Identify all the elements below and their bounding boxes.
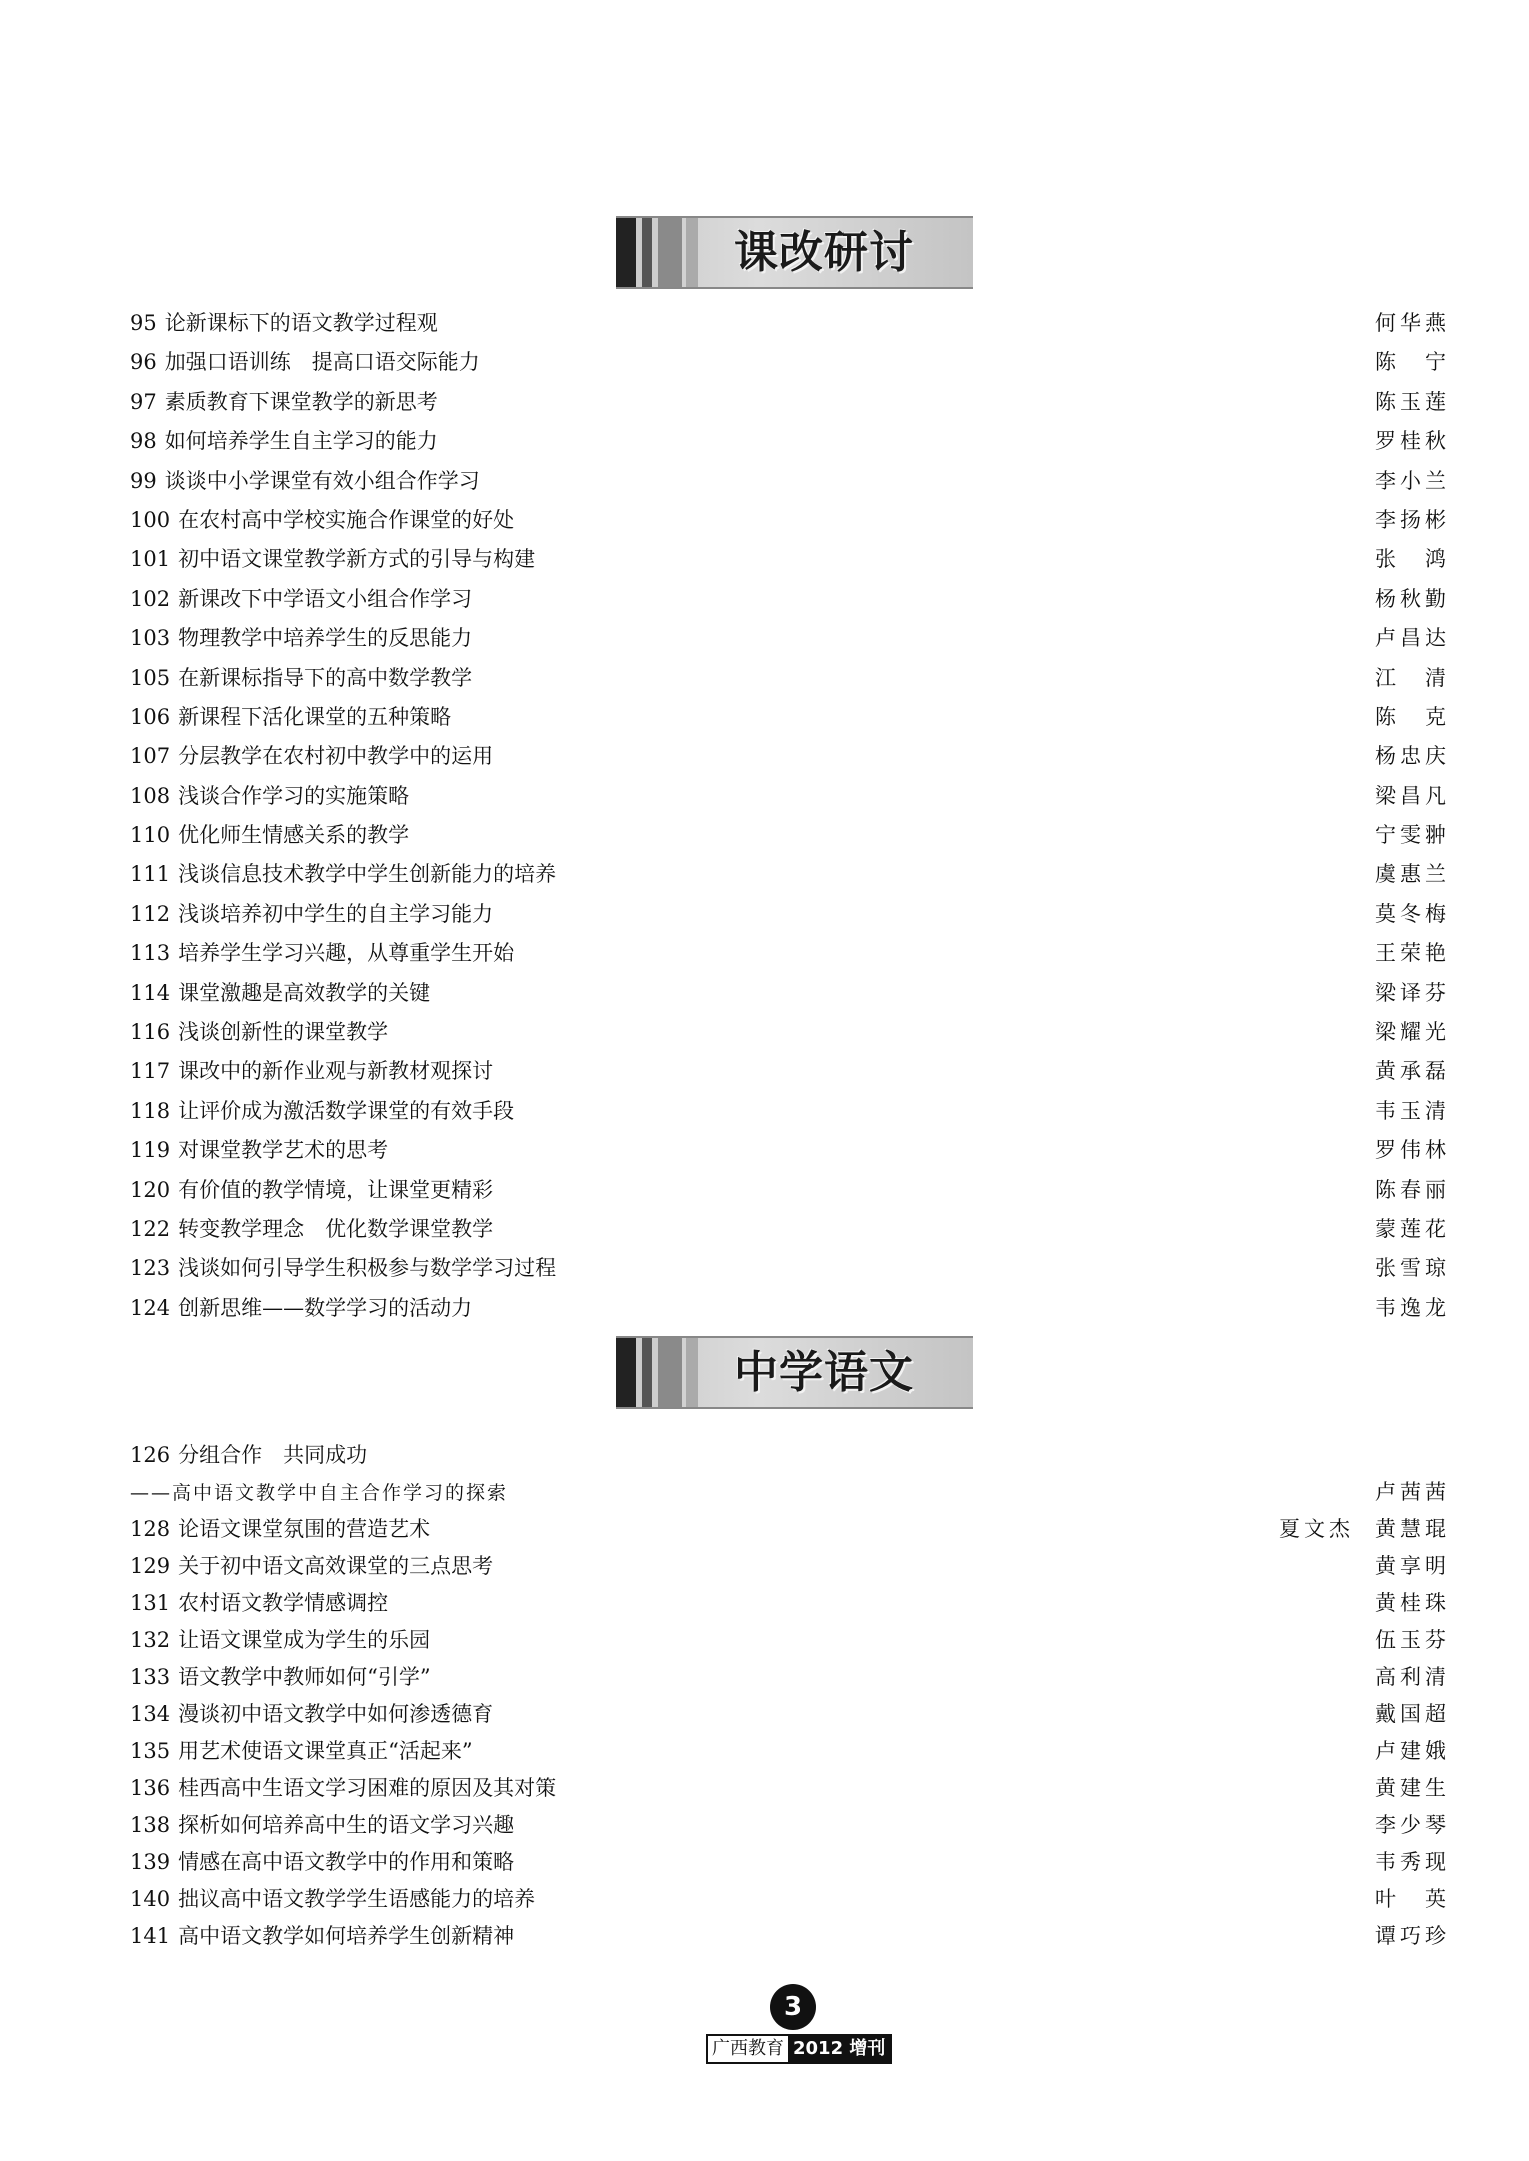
entry-page: 103	[130, 626, 171, 651]
entry-title: 关于初中语文高效课堂的三点思考	[178, 1554, 494, 1578]
entry-title: 对课堂教学艺术的思考	[178, 1138, 389, 1163]
entry-title: 在新课标指导下的高中数学教学	[178, 665, 473, 690]
entry-page: 100	[130, 507, 171, 532]
entry-title: 农村语文教学情感调控	[178, 1591, 389, 1615]
entry-page: 97	[130, 389, 157, 414]
entry-title: 浅谈信息技术教学中学生创新能力的培养	[178, 862, 557, 887]
toc-entry	[130, 1770, 1450, 1807]
entry-author: 高利清	[1375, 1665, 1450, 1689]
toc-entry	[130, 343, 1450, 382]
entry-title: 探析如何培养高中生的语文学习兴趣	[178, 1813, 515, 1837]
entry-title: 让语文课堂成为学生的乐园	[178, 1628, 431, 1652]
entry-author: 卢建娥	[1375, 1739, 1450, 1763]
entry-title: 在农村高中学校实施合作课堂的好处	[178, 507, 515, 532]
entry-page: 131	[130, 1591, 171, 1615]
entry-title: 语文教学中教师如何“引学”	[178, 1665, 431, 1689]
entry-page: 120	[130, 1177, 171, 1202]
toc-entry	[130, 1696, 1450, 1733]
toc-entry	[130, 1289, 1450, 1328]
entry-page: 108	[130, 783, 171, 808]
toc-entry	[130, 1585, 1450, 1622]
toc-entry	[130, 1474, 1450, 1511]
entry-author: 杨秋勤	[1375, 586, 1450, 611]
entry-title: 谈谈中小学课堂有效小组合作学习	[164, 468, 480, 493]
entry-title: 浅谈培养初中学生的自主学习能力	[178, 901, 494, 926]
entry-page: 99	[130, 468, 157, 493]
footer-masthead	[706, 2034, 892, 2064]
entry-author: 虞惠兰	[1375, 862, 1450, 887]
entry-title: 培养学生学习兴趣，从尊重学生开始	[178, 941, 515, 966]
entry-title: 高中语文教学如何培养学生创新精神	[178, 1924, 515, 1948]
entry-page: 141	[130, 1924, 171, 1948]
entry-title: 漫谈初中语文教学中如何渗透德育	[178, 1702, 494, 1726]
section-banner-yuwen	[616, 1336, 973, 1409]
entry-page: 102	[130, 586, 171, 611]
toc-entry	[130, 698, 1450, 737]
toc-list-yuwen	[130, 1437, 1450, 1955]
entry-title: 用艺术使语文课堂真正“活起来”	[178, 1739, 473, 1763]
toc-entry	[130, 1659, 1450, 1696]
toc-entry	[130, 895, 1450, 934]
entry-page: 119	[130, 1138, 171, 1163]
entry-author: 江 清	[1375, 665, 1450, 690]
entry-author: 谭巧珍	[1375, 1924, 1450, 1948]
toc-entry	[130, 383, 1450, 422]
entry-page: 107	[130, 744, 171, 769]
entry-author: 莫冬梅	[1375, 901, 1450, 926]
entry-title: 如何培养学生自主学习的能力	[164, 429, 438, 454]
entry-page: 129	[130, 1554, 171, 1578]
entry-title: 让评价成为激活数学课堂的有效手段	[178, 1098, 515, 1123]
toc-entry	[130, 1881, 1450, 1918]
entry-title: 论语文课堂氛围的营造艺术	[178, 1517, 431, 1541]
entry-title: 浅谈如何引导学生积极参与数学学习过程	[178, 1256, 557, 1281]
entry-author: 陈 宁	[1375, 350, 1450, 375]
entry-page: 95	[130, 311, 157, 335]
entry-title: 课改中的新作业观与新教材观探讨	[178, 1059, 494, 1084]
entry-page: 113	[130, 941, 171, 966]
entry-page: 128	[130, 1517, 171, 1541]
entry-coauthor: 夏文杰	[1279, 1517, 1354, 1541]
entry-author: 罗伟林	[1375, 1138, 1450, 1163]
entry-page: 111	[130, 862, 171, 887]
entry-title: 拙议高中语文教学学生语感能力的培养	[178, 1887, 536, 1911]
entry-title: 桂西高中生语文学习困难的原因及其对策	[178, 1776, 557, 1800]
entry-title: 新课改下中学语文小组合作学习	[178, 586, 473, 611]
toc-entry	[130, 1052, 1450, 1091]
toc-entry	[130, 974, 1450, 1013]
toc-entry	[130, 540, 1450, 579]
entry-author: 黄建生	[1375, 1776, 1450, 1800]
entry-author: 宁雯翀	[1375, 823, 1450, 848]
toc-entry	[130, 1918, 1450, 1955]
entry-page: 112	[130, 901, 171, 926]
entry-author: 陈 克	[1375, 704, 1450, 729]
entry-page: 98	[130, 429, 157, 454]
entry-page: 114	[130, 980, 171, 1005]
entry-author: 何华燕	[1375, 311, 1450, 335]
entry-author: 黄享明	[1375, 1554, 1450, 1578]
magazine-name: 广西教育	[708, 2036, 788, 2062]
entry-author: 李少琴	[1375, 1813, 1450, 1837]
entry-page: 101	[130, 547, 171, 572]
toc-entry	[130, 1092, 1450, 1131]
entry-title: 转变教学理念 优化数学课堂教学	[178, 1216, 494, 1241]
entry-author: 杨忠庆	[1375, 744, 1450, 769]
entry-page: 116	[130, 1020, 171, 1045]
toc-entry	[130, 1548, 1450, 1585]
entry-page: 135	[130, 1739, 171, 1763]
entry-title: 加强口语训练 提高口语交际能力	[164, 350, 480, 375]
entry-author: 韦逸龙	[1375, 1295, 1450, 1320]
entry-title: 创新思维——数学学习的活动力	[178, 1295, 473, 1320]
entry-title: 新课程下活化课堂的五种策略	[178, 704, 452, 729]
entry-title: 浅谈合作学习的实施策略	[178, 783, 410, 808]
toc-entry	[130, 619, 1450, 658]
entry-author: 梁昌凡	[1375, 783, 1450, 808]
page-number: 3	[770, 1984, 816, 2030]
entry-author: 张雪琼	[1375, 1256, 1450, 1281]
section-banner-kegai	[616, 216, 973, 289]
toc-entry	[130, 1249, 1450, 1288]
entry-title: 情感在高中语文教学中的作用和策略	[178, 1850, 515, 1874]
entry-author: 梁译芬	[1375, 980, 1450, 1005]
entry-page: 126	[130, 1443, 171, 1467]
entry-page: 124	[130, 1295, 171, 1320]
entry-author: 黄承磊	[1375, 1059, 1450, 1084]
entry-author: 陈春丽	[1375, 1177, 1450, 1202]
entry-page: 117	[130, 1059, 171, 1084]
section-title: 中学语文	[734, 1347, 914, 1398]
entry-author: 梁耀光	[1375, 1020, 1450, 1045]
entry-page: 122	[130, 1216, 171, 1241]
entry-author: 卢茜茜	[1375, 1480, 1450, 1504]
toc-entry	[130, 1807, 1450, 1844]
toc-list-kegai	[130, 304, 1450, 1328]
entry-author: 黄桂珠	[1375, 1591, 1450, 1615]
toc-entry	[130, 1622, 1450, 1659]
toc-entry	[130, 1171, 1450, 1210]
entry-title: 有价值的教学情境，让课堂更精彩	[178, 1177, 494, 1202]
entry-author: 韦玉清	[1375, 1098, 1450, 1123]
toc-entry	[130, 737, 1450, 776]
entry-author: 罗桂秋	[1375, 429, 1450, 454]
toc-entry	[130, 1733, 1450, 1770]
entry-author: 伍玉芬	[1375, 1628, 1450, 1652]
toc-entry	[130, 1210, 1450, 1249]
toc-entry	[130, 816, 1450, 855]
toc-entry	[130, 462, 1450, 501]
toc-entry	[130, 304, 1450, 343]
entry-page: 134	[130, 1702, 171, 1726]
entry-author: 王荣艳	[1375, 941, 1450, 966]
entry-page: 136	[130, 1776, 171, 1800]
entry-page: 138	[130, 1813, 171, 1837]
entry-page: 139	[130, 1850, 171, 1874]
entry-author: 蒙莲花	[1375, 1216, 1450, 1241]
entry-author: 陈玉莲	[1375, 389, 1450, 414]
toc-entry	[130, 777, 1450, 816]
entry-page: 132	[130, 1628, 171, 1652]
entry-page: 106	[130, 704, 171, 729]
issue-label: 2012 增刊	[788, 2036, 890, 2062]
entry-title: 优化师生情感关系的教学	[178, 823, 410, 848]
toc-entry	[130, 659, 1450, 698]
toc-entry	[130, 855, 1450, 894]
toc-entry	[130, 501, 1450, 540]
entry-page: 118	[130, 1098, 171, 1123]
entry-page: 105	[130, 665, 171, 690]
entry-title: 分层教学在农村初中教学中的运用	[178, 744, 494, 769]
entry-title: 分组合作 共同成功	[178, 1443, 368, 1467]
entry-title: 浅谈创新性的课堂教学	[178, 1020, 389, 1045]
entry-title: 初中语文课堂教学新方式的引导与构建	[178, 547, 536, 572]
entry-author: 李扬彬	[1375, 507, 1450, 532]
entry-author: 李小兰	[1375, 468, 1450, 493]
toc-entry	[130, 1437, 1450, 1474]
entry-author: 韦秀现	[1375, 1850, 1450, 1874]
entry-author: 黄慧琨	[1375, 1517, 1450, 1541]
entry-page: 140	[130, 1887, 171, 1911]
toc-entry	[130, 1013, 1450, 1052]
entry-title: 物理教学中培养学生的反思能力	[178, 626, 473, 651]
entry-page: 96	[130, 350, 157, 375]
toc-entry	[130, 422, 1450, 461]
entry-author: 戴国超	[1375, 1702, 1450, 1726]
entry-page: 110	[130, 823, 171, 848]
toc-entry	[130, 1844, 1450, 1881]
entry-author: 张 鸿	[1375, 547, 1450, 572]
toc-entry	[130, 934, 1450, 973]
toc-entry	[130, 1511, 1450, 1548]
entry-author: 叶 英	[1375, 1887, 1450, 1911]
entry-title: ——高中语文教学中自主合作学习的探索	[130, 1482, 509, 1504]
entry-page: 133	[130, 1665, 171, 1689]
toc-entry	[130, 580, 1450, 619]
toc-entry	[130, 1131, 1450, 1170]
entry-page: 123	[130, 1256, 171, 1281]
entry-title: 素质教育下课堂教学的新思考	[164, 389, 438, 414]
entry-author: 卢昌达	[1375, 626, 1450, 651]
entry-title: 论新课标下的语文教学过程观	[164, 311, 438, 335]
section-title: 课改研讨	[734, 227, 914, 278]
entry-title: 课堂激趣是高效教学的关键	[178, 980, 431, 1005]
